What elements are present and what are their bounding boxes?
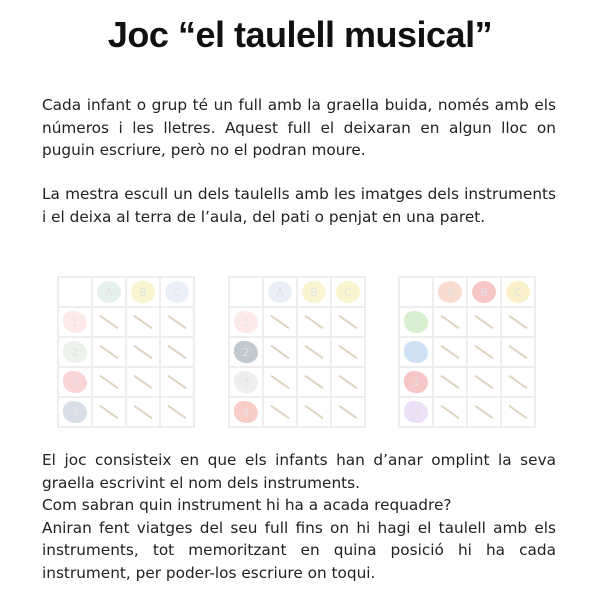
column-label: B: [472, 281, 496, 303]
board-cell: [92, 397, 126, 427]
instrument-image: [133, 405, 152, 419]
instrument-image: [167, 315, 186, 329]
instrument-image: [440, 405, 459, 419]
board-cell: [58, 337, 92, 367]
row-label: 4: [234, 401, 258, 423]
row-label: 2: [234, 341, 258, 363]
board-cell: [331, 307, 365, 337]
instrument-image: [440, 315, 459, 329]
row-label: 3: [234, 371, 258, 393]
instrument-image: [508, 375, 527, 389]
instrument-image: [270, 375, 289, 389]
board-cell: [263, 307, 297, 337]
board-cell: [58, 367, 92, 397]
instrument-image: [338, 405, 357, 419]
row-label: 2: [404, 341, 428, 363]
instrument-image: [474, 405, 493, 419]
instrument-image: [167, 405, 186, 419]
paragraph-board: La mestra escull un dels taulells amb les imatges dels instruments i el deixa al terra de l’aula, del pati o penjat en una paret.: [42, 185, 556, 226]
board-cell: [263, 337, 297, 367]
row-label: 4: [63, 401, 87, 423]
board-cell: [501, 337, 535, 367]
board-1: [57, 276, 195, 428]
instrument-image: [133, 345, 152, 359]
board-cell: [297, 367, 331, 397]
board-cell: [331, 337, 365, 367]
instrument-image: [99, 345, 118, 359]
board-cell: [467, 307, 501, 337]
board-cell: [297, 307, 331, 337]
board-cell: [399, 307, 433, 337]
board-cell: [92, 307, 126, 337]
row-label: 1: [63, 311, 87, 333]
paragraph-intro: Cada infant o grup té un full amb la graella buida, només amb els números i les lletres. Aquest full el deixaran en algun lloc on puguin escriure, però no el podran moure.: [42, 96, 556, 159]
board-cell: [92, 367, 126, 397]
instrument-image: [338, 315, 357, 329]
instrument-image: [304, 345, 323, 359]
row-label: 4: [404, 401, 428, 423]
board-cell: [297, 397, 331, 427]
board-cell: [399, 397, 433, 427]
board-cell: [126, 337, 160, 367]
instrument-image: [338, 345, 357, 359]
column-label: C: [506, 281, 530, 303]
board-cell: [160, 367, 194, 397]
paragraph-game: El joc consisteix en que els infants han d’anar omplint la seva graella escrivint el nom dels instruments. Com sabran quin instrument hi ha a acada requadre? Aniran fent viatges del seu full fins on hi hagi el taulell amb els instruments, tot memoritzant en quina posició hi ha cada instrument, per poder-los escriure on toqui.: [42, 451, 556, 582]
board-cell: [92, 277, 126, 307]
page-title: Joc “el taulell musical”: [107, 14, 493, 55]
instrument-image: [440, 345, 459, 359]
board-cell: [58, 397, 92, 427]
instrument-image: [270, 405, 289, 419]
board-cell: [263, 367, 297, 397]
board-cell: [263, 277, 297, 307]
board-cell: [399, 337, 433, 367]
column-label: C: [165, 281, 189, 303]
instrument-image: [474, 375, 493, 389]
board-cell: [399, 277, 433, 307]
board-cell: [229, 397, 263, 427]
board-cell: [501, 277, 535, 307]
board-2: [228, 276, 366, 428]
instrument-image: [133, 315, 152, 329]
board-cell: [501, 307, 535, 337]
board-cell: [229, 367, 263, 397]
board-cell: [501, 397, 535, 427]
board-cell: [58, 277, 92, 307]
row-label: 1: [234, 311, 258, 333]
board-cell: [126, 397, 160, 427]
column-label: A: [97, 281, 121, 303]
row-label: 1: [404, 311, 428, 333]
board-cell: [331, 397, 365, 427]
board-cell: [433, 277, 467, 307]
column-label: C: [336, 281, 360, 303]
board-cell: [58, 307, 92, 337]
instrument-image: [508, 405, 527, 419]
instrument-image: [440, 375, 459, 389]
row-label: 2: [63, 341, 87, 363]
instrument-image: [474, 315, 493, 329]
instrument-image: [167, 375, 186, 389]
instrument-image: [474, 345, 493, 359]
board-cell: [399, 367, 433, 397]
instrument-image: [338, 375, 357, 389]
instrument-image: [167, 345, 186, 359]
instrument-image: [508, 345, 527, 359]
board-cell: [467, 277, 501, 307]
board-cell: [160, 337, 194, 367]
board-cell: [126, 307, 160, 337]
board-cell: [160, 307, 194, 337]
board-cell: [229, 277, 263, 307]
instrument-image: [304, 405, 323, 419]
board-cell: [229, 337, 263, 367]
instrument-image: [133, 375, 152, 389]
instrument-image: [99, 315, 118, 329]
column-label: B: [302, 281, 326, 303]
board-cell: [263, 397, 297, 427]
board-cell: [331, 367, 365, 397]
instrument-image: [304, 315, 323, 329]
instrument-image: [99, 405, 118, 419]
board-cell: [297, 277, 331, 307]
row-label: 3: [63, 371, 87, 393]
column-label: B: [131, 281, 155, 303]
instrument-image: [270, 315, 289, 329]
board-cell: [331, 277, 365, 307]
board-cell: [92, 337, 126, 367]
board-cell: [229, 307, 263, 337]
board-cell: [433, 397, 467, 427]
board-cell: [297, 337, 331, 367]
row-label: 3: [404, 371, 428, 393]
board-3: [398, 276, 536, 428]
column-label: A: [438, 281, 462, 303]
board-cell: [467, 367, 501, 397]
column-label: A: [268, 281, 292, 303]
board-cell: [501, 367, 535, 397]
board-cell: [433, 337, 467, 367]
board-cell: [467, 397, 501, 427]
instrument-image: [270, 345, 289, 359]
board-cell: [467, 337, 501, 367]
board-cell: [160, 397, 194, 427]
board-cell: [433, 307, 467, 337]
instrument-image: [508, 315, 527, 329]
instrument-image: [304, 375, 323, 389]
instrument-image: [99, 375, 118, 389]
board-cell: [160, 277, 194, 307]
board-cell: [433, 367, 467, 397]
board-cell: [126, 277, 160, 307]
board-cell: [126, 367, 160, 397]
